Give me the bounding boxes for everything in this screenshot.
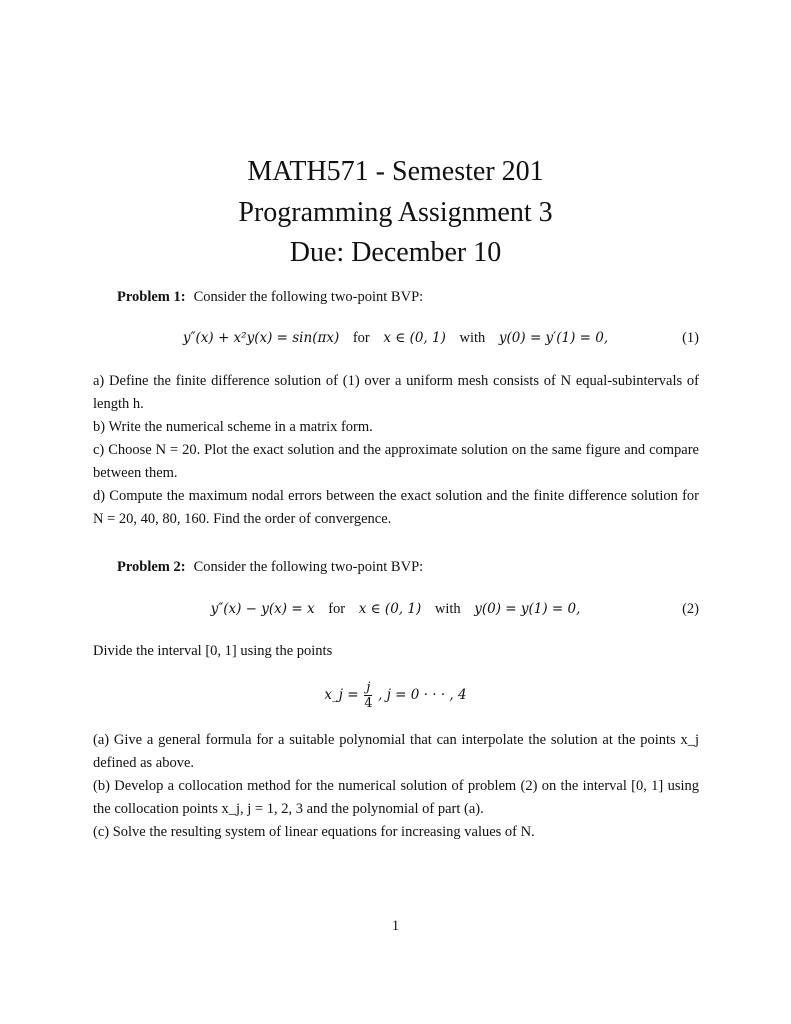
points-fraction [364,680,372,711]
equation-1-for: for [352,330,370,346]
problem-2-part-a: (a) Give a general formula for a suitable polynomial that can interpolate the solution at the points x_j defined as above. [93,732,699,771]
equation-2-lhs: y″(x) − y(x) = x [210,601,315,617]
problem-1-heading [117,290,723,305]
equation-1-bc: y(0) = y′(1) = 0, [498,330,609,346]
due-date: Due: December 10 [289,237,502,268]
problem-2-intro: Consider the following two-point BVP: [193,559,424,575]
equation-1-number: (1) [682,330,699,346]
problem-1-label: Problem 1: [117,289,186,305]
problem-1-part-c: c) Choose N = 20. Plot the exact solution and the approximate solution on the same figure and compare between them. [93,442,699,481]
points-range: , j = 0 · · · , 4 [378,686,467,703]
equation-2-bc: y(0) = y(1) = 0, [474,601,581,617]
equation-2-number: (2) [682,601,699,617]
course-title: MATH571 - Semester 201 [247,156,544,187]
problem-1-part-d: d) Compute the maximum nodal errors between the exact solution and the finite difference solution for N = 20, 40, 80, 160. Find the order of convergence. [93,488,699,527]
assignment-title: Programming Assignment 3 [238,197,553,228]
problem-2-label: Problem 2: [117,559,186,575]
equation-2-with: with [434,601,461,617]
points-denominator: 4 [364,696,373,711]
points-numerator: j [364,680,372,696]
problem-2-part-b: (b) Develop a collocation method for the numerical solution of problem (2) on the interval [0, 1] using the collocation points x_j, j = 1, 2, 3 and the polynomial of part (a). [93,778,699,817]
problem-2-heading [117,560,723,575]
equation-2 [0,602,791,617]
problem-1-part-a: a) Define the finite difference solution of (1) over a uniform mesh consists of N equal-subintervals of length h. [93,373,699,412]
equation-2-domain: x ∈ (0, 1) [358,601,422,617]
collocation-points-formula [0,680,791,711]
equation-2-for: for [328,601,346,617]
equation-1-domain: x ∈ (0, 1) [383,330,446,346]
page-number: 1 [391,918,400,934]
equation-1 [0,331,791,346]
divide-interval-text: Divide the interval [0, 1] using the points [93,643,333,659]
equation-1-with: with [459,330,486,346]
problem-1-part-b: b) Write the numerical scheme in a matrix form. [93,419,373,435]
points-lhs: x_j = [324,686,359,703]
equation-1-lhs: y″(x) + x²y(x) = sin(πx) [182,330,340,346]
problem-1-intro: Consider the following two-point BVP: [193,289,424,305]
problem-2-part-c: (c) Solve the resulting system of linear equations for increasing values of N. [93,824,535,840]
